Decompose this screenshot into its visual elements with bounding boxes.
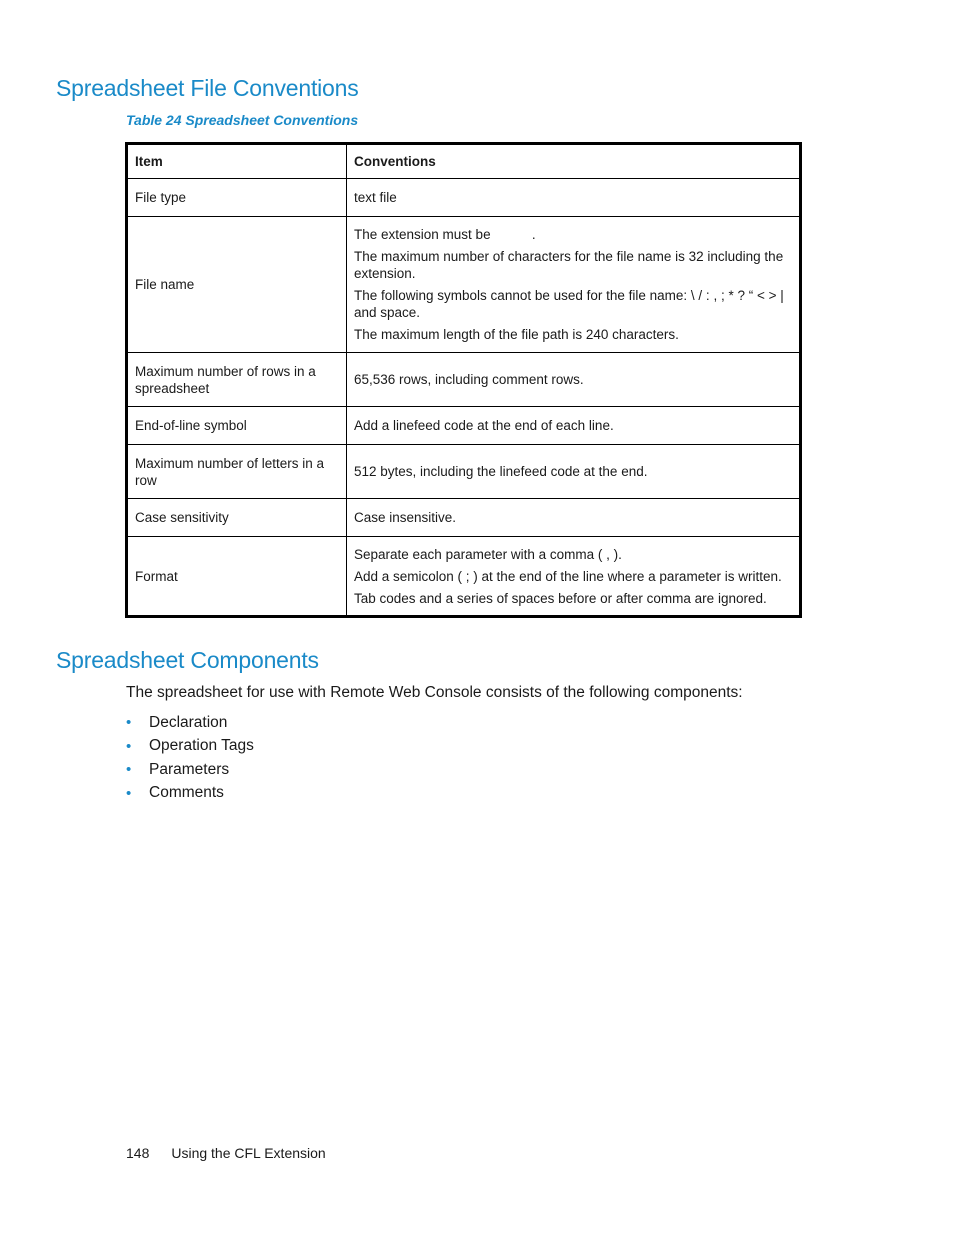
list-item <box>126 735 254 759</box>
convention-text: 65,536 rows, including comment rows. <box>354 372 584 387</box>
table-row <box>127 445 801 499</box>
row-item: Format <box>127 537 347 617</box>
table-row <box>127 179 801 217</box>
list-item <box>126 711 254 735</box>
conventions-table <box>125 142 802 618</box>
convention-text: The extension must be . <box>354 227 536 242</box>
bullet-icon: • <box>126 714 132 732</box>
list-item <box>126 782 254 806</box>
row-item: File name <box>127 217 347 353</box>
table-row <box>127 407 801 445</box>
bullet-icon: • <box>126 784 132 802</box>
chapter-title: Using the CFL Extension <box>171 1145 326 1161</box>
row-conventions <box>347 217 801 353</box>
table-header-row <box>127 144 801 179</box>
list-item-label: Declaration <box>149 713 228 731</box>
row-item: File type <box>127 179 347 217</box>
intro-paragraph: The spreadsheet for use with Remote Web Console consists of the following components: <box>126 684 743 701</box>
convention-text: The maximum length of the file path is 240 characters. <box>354 327 679 342</box>
list-item-label: Parameters <box>149 760 230 778</box>
page-number: 148 <box>126 1145 150 1161</box>
components-list <box>126 711 254 805</box>
column-header-conventions: Conventions <box>347 144 801 179</box>
convention-text: Separate each parameter with a comma ( , ). <box>354 546 622 562</box>
row-conventions <box>347 499 801 537</box>
list-item <box>126 758 254 782</box>
row-conventions <box>347 445 801 499</box>
row-item: Maximum number of letters in a row <box>127 445 347 499</box>
row-conventions <box>347 537 801 617</box>
convention-text: 512 bytes, including the linefeed code at the end. <box>354 464 648 479</box>
row-item: End-of-line symbol <box>127 407 347 445</box>
list-item-label: Operation Tags <box>149 737 254 755</box>
page-footer <box>126 1145 326 1161</box>
convention-text: Case insensitive. <box>354 510 457 525</box>
convention-text: text file <box>354 190 397 205</box>
convention-text: Tab codes and a series of spaces before or after comma are ignored. <box>354 590 767 606</box>
section-title-file-conventions: Spreadsheet File Conventions <box>56 75 359 101</box>
convention-text: The following symbols cannot be used for the file name: \ / : , ; * ? “ < > | and space. <box>354 288 784 320</box>
table-row <box>127 537 801 617</box>
row-conventions <box>347 353 801 407</box>
table-caption: Table 24 Spreadsheet Conventions <box>126 112 359 128</box>
row-conventions <box>347 407 801 445</box>
convention-text: The maximum number of characters for the file name is 32 including the extension. <box>354 249 784 281</box>
convention-text: Add a linefeed code at the end of each line. <box>354 418 614 433</box>
bullet-icon: • <box>126 761 132 779</box>
row-conventions <box>347 179 801 217</box>
column-header-item: Item <box>127 144 347 179</box>
convention-text: Add a semicolon ( ; ) at the end of the line where a parameter is written. <box>354 568 782 584</box>
row-item: Case sensitivity <box>127 499 347 537</box>
table-row <box>127 217 801 353</box>
table-row <box>127 499 801 537</box>
table-row <box>127 353 801 407</box>
row-item: Maximum number of rows in a spreadsheet <box>127 353 347 407</box>
section-title-components: Spreadsheet Components <box>56 647 319 673</box>
bullet-icon: • <box>126 737 132 755</box>
list-item-label: Comments <box>149 784 224 802</box>
